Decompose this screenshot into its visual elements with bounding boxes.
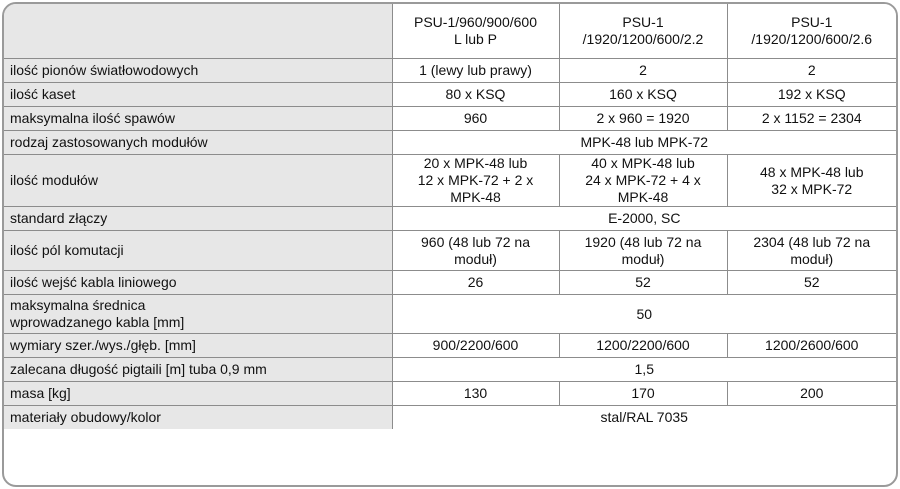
- row-value: 1920 (48 lub 72 na moduł): [559, 231, 727, 271]
- row-label: materiały obudowy/kolor: [4, 406, 392, 430]
- table-row: [4, 271, 896, 295]
- table-row: [4, 83, 896, 107]
- row-value-merged: E-2000, SC: [392, 207, 896, 231]
- header-empty-cell: [4, 4, 392, 59]
- table-row: [4, 207, 896, 231]
- table-row: [4, 231, 896, 271]
- row-value: 40 x MPK-48 lub 24 x MPK-72 + 4 x MPK-48: [559, 155, 727, 207]
- table-row: [4, 358, 896, 382]
- row-label: masa [kg]: [4, 382, 392, 406]
- row-value: 1200/2200/600: [559, 334, 727, 358]
- row-value-merged: MPK-48 lub MPK-72: [392, 131, 896, 155]
- row-label: rodzaj zastosowanych modułów: [4, 131, 392, 155]
- table-row: [4, 406, 896, 430]
- row-value: 2: [727, 59, 896, 83]
- row-value: 1200/2600/600: [727, 334, 896, 358]
- row-value: 52: [727, 271, 896, 295]
- header-model-3: PSU-1 /1920/1200/600/2.6: [727, 4, 896, 59]
- row-value-merged: 50: [392, 295, 896, 334]
- row-label: maksymalna średnica wprowadzanego kabla [mm]: [4, 295, 392, 334]
- row-value: 192 x KSQ: [727, 83, 896, 107]
- row-label: ilość modułów: [4, 155, 392, 207]
- table-row: [4, 59, 896, 83]
- table-row: [4, 155, 896, 207]
- row-value: 20 x MPK-48 lub 12 x MPK-72 + 2 x MPK-48: [392, 155, 559, 207]
- spec-table-frame: [2, 2, 898, 487]
- row-value: 160 x KSQ: [559, 83, 727, 107]
- row-label: ilość pól komutacji: [4, 231, 392, 271]
- row-label: maksymalna ilość spawów: [4, 107, 392, 131]
- row-label: zalecana długość pigtaili [m] tuba 0,9 mm: [4, 358, 392, 382]
- row-value: 80 x KSQ: [392, 83, 559, 107]
- row-label: ilość pionów światłowodowych: [4, 59, 392, 83]
- row-label: wymiary szer./wys./głęb. [mm]: [4, 334, 392, 358]
- row-value: 900/2200/600: [392, 334, 559, 358]
- header-model-2: PSU-1 /1920/1200/600/2.2: [559, 4, 727, 59]
- spec-table: [4, 4, 896, 429]
- row-value: 2 x 1152 = 2304: [727, 107, 896, 131]
- header-model-1: PSU-1/960/900/600 L lub P: [392, 4, 559, 59]
- row-value: 200: [727, 382, 896, 406]
- table-row: [4, 295, 896, 334]
- row-label: ilość kaset: [4, 83, 392, 107]
- row-value: 26: [392, 271, 559, 295]
- table-row: [4, 131, 896, 155]
- row-value: 1 (lewy lub prawy): [392, 59, 559, 83]
- row-value: 130: [392, 382, 559, 406]
- row-value: 2: [559, 59, 727, 83]
- row-value: 960: [392, 107, 559, 131]
- row-value: 170: [559, 382, 727, 406]
- row-label: ilość wejść kabla liniowego: [4, 271, 392, 295]
- row-value: 52: [559, 271, 727, 295]
- row-value: 2 x 960 = 1920: [559, 107, 727, 131]
- row-value: 48 x MPK-48 lub 32 x MPK-72: [727, 155, 896, 207]
- row-value: 2304 (48 lub 72 na moduł): [727, 231, 896, 271]
- row-label: standard złączy: [4, 207, 392, 231]
- table-row: [4, 334, 896, 358]
- row-value: 960 (48 lub 72 na moduł): [392, 231, 559, 271]
- row-value-merged: 1,5: [392, 358, 896, 382]
- table-row: [4, 107, 896, 131]
- header-row: [4, 4, 896, 59]
- row-value-merged: stal/RAL 7035: [392, 406, 896, 430]
- table-row: [4, 382, 896, 406]
